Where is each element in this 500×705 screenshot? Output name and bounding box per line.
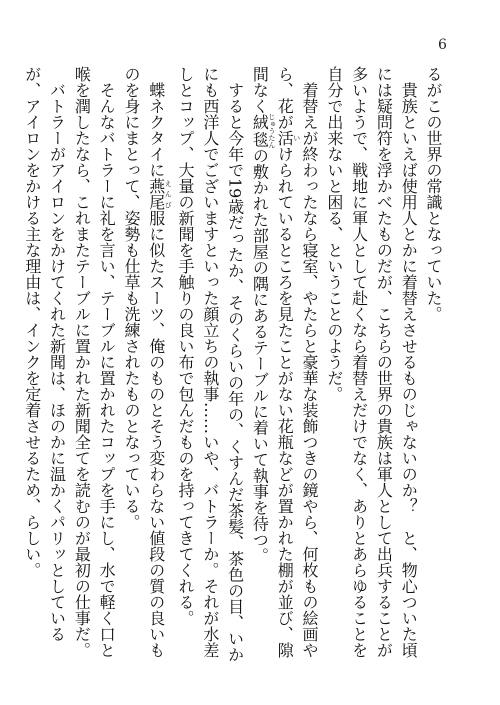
paragraph-4: すると今年で19歳だったか、そのくらいの年の、くすんだ茶髪、茶色の目、いかにも西洋人でございますといった顔立ちの執事……いや、バトラーか。それが水差しとコップ、大量の新聞を手触りの良い布で包んだものを持ってきてくれる。 <box>176 66 245 663</box>
paragraph-3: 着替えが終わったなら寝室、やたらと豪華な装飾つきの鏡やら、何枚もの絵画やら、花が活いけられているところを見たことがない花瓶などが置かれた棚が並び、隙間なく絨毯じゅうたんの敷かれた部屋の隅にあるテーブルに着いて執事を待つ。 <box>250 66 320 658</box>
body-text <box>22 66 445 671</box>
ruby-annotation: 活い <box>275 130 301 146</box>
ruby-annotation: 燕尾えんび <box>146 178 173 210</box>
paragraph-5: 蝶ネクタイに燕尾えんび服に似たスーツ、俺のものとそう変わらない値段の質の良いものを身にまとって、姿勢も仕草も洗練されたものとなっている。 <box>121 66 173 658</box>
paragraph-7: バトラーがアイロンをかけてくれた新聞は、ほのかに温かくパリッとしているが、アイロンをかける主な理由は、インクを定着させるため、らしい。 <box>22 66 67 642</box>
page-number: 6 <box>438 37 447 53</box>
paragraph-2: 貴族といえば使用人とかに着替えさせるものじゃないのか？ と、物心ついた頃には疑問符を浮かべたものだが、こちらの世界の貴族は軍人として出兵することが多いようで、戦地に軍人として赴くなら着替えだけでなく、ありとあらゆることを自分で出来ないと困る、ということのようだ。 <box>324 66 419 658</box>
ruby-annotation: 絨毯じゅうたん <box>250 113 276 149</box>
paragraph-6: そんなバトラーに礼を言い、テーブルに置かれたコップを手にし、水で軽く口と喉を潤したなら、これまたテーブルに置かれた新聞全てを読むのが最初の仕事だ。 <box>72 66 117 658</box>
paragraph-1: るがこの世界の常識となっていた。 <box>424 66 443 322</box>
